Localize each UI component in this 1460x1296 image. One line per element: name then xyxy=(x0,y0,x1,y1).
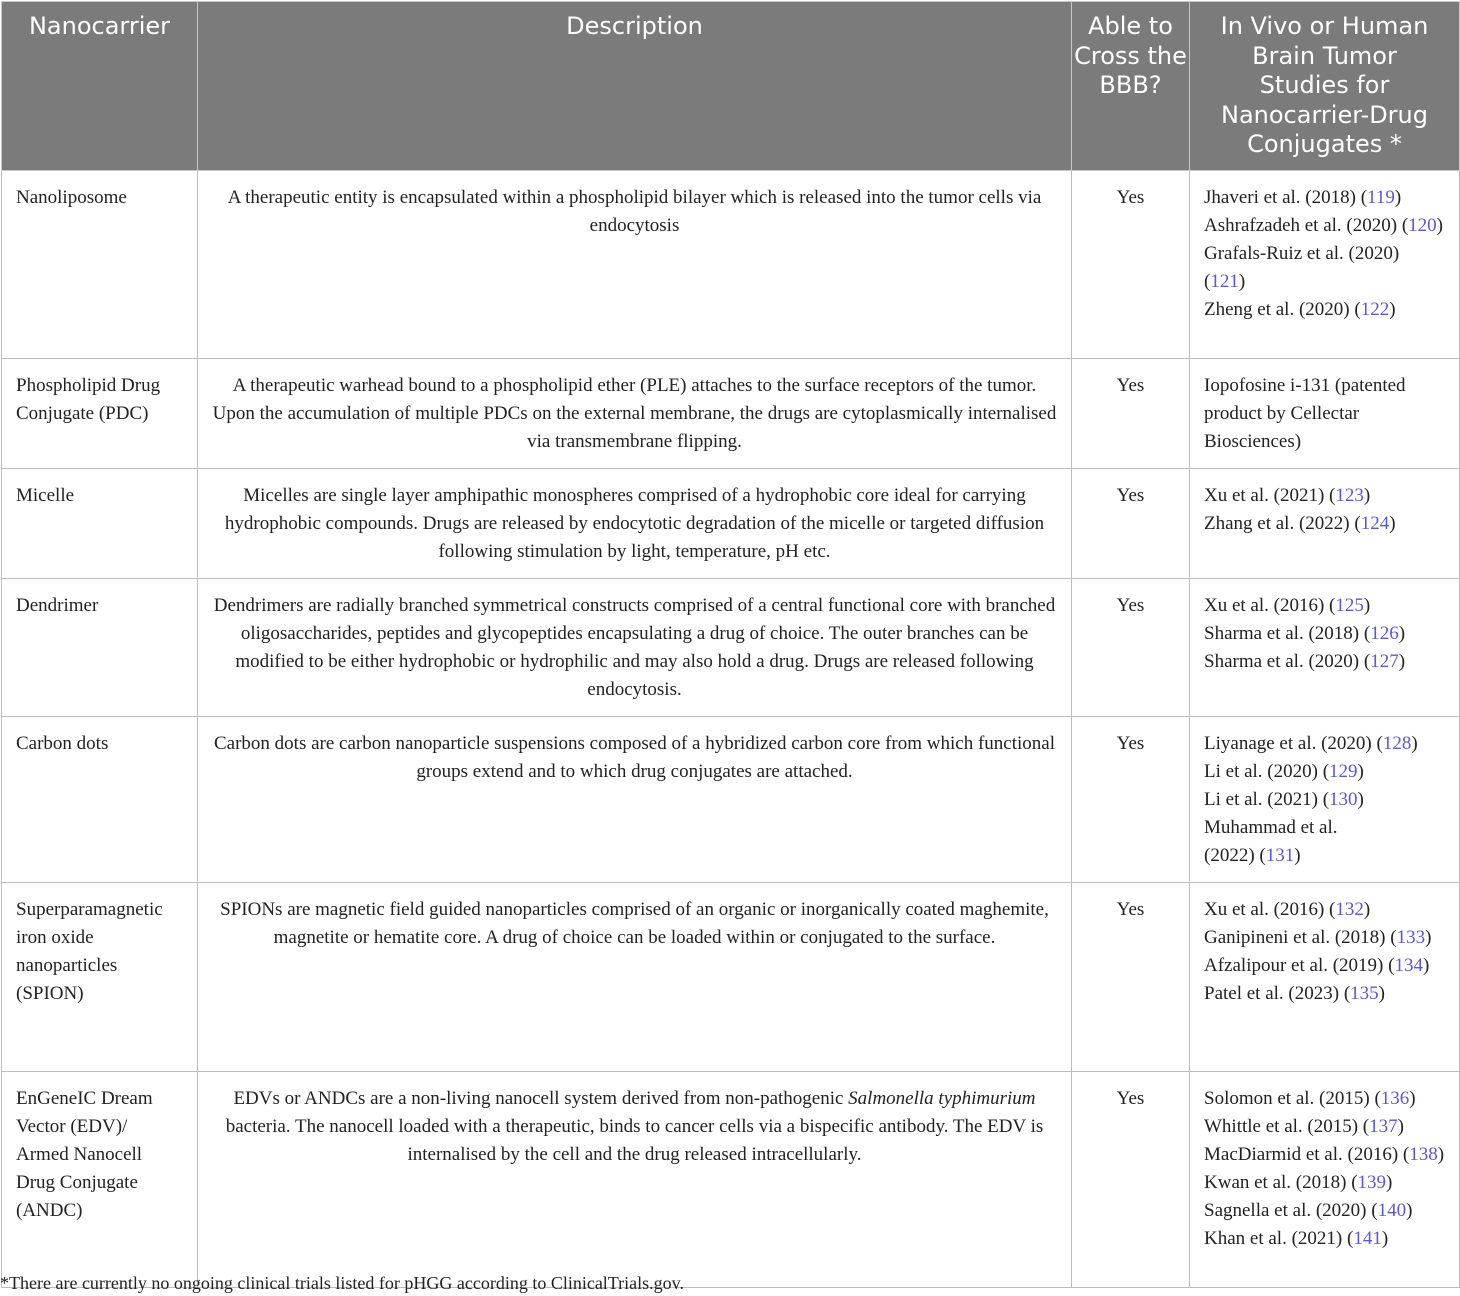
study-ref: Xu et al. (2016) (125) xyxy=(1204,594,1371,616)
study-ref: Grafals-Ruiz et al. (2020) (121) xyxy=(1204,242,1400,292)
ref-link[interactable]: 130 xyxy=(1329,788,1358,810)
cell-description: Carbon dots are carbon nanoparticle suspensions composed of a hybridized carbon core from which functional groups extend and to which drug conjugates are attached. xyxy=(198,716,1072,882)
cell-studies xyxy=(1190,170,1460,358)
header-nanocarrier: Nanocarrier xyxy=(2,2,198,171)
cell-studies: Iopofosine i-131 (patented product by Cellectar Biosciences) xyxy=(1190,358,1460,468)
cell-studies xyxy=(1190,882,1460,1071)
ref-link[interactable]: 140 xyxy=(1377,1199,1407,1221)
cell-studies xyxy=(1190,468,1460,578)
cell-nanocarrier: Carbon dots xyxy=(2,716,198,882)
table-row xyxy=(2,468,1460,578)
table-row xyxy=(2,578,1460,716)
cell-studies xyxy=(1190,1071,1460,1287)
ref-link[interactable]: 123 xyxy=(1335,484,1364,506)
cell-bbb: Yes xyxy=(1072,578,1190,716)
ref-link[interactable]: 121 xyxy=(1210,270,1239,292)
ref-link[interactable]: 141 xyxy=(1353,1227,1382,1249)
cell-nanocarrier: Phospholipid Drug Conjugate (PDC) xyxy=(2,358,198,468)
study-ref: Zheng et al. (2020) (122) xyxy=(1204,298,1396,320)
table-row xyxy=(2,358,1460,468)
cell-bbb: Yes xyxy=(1072,716,1190,882)
study-ref: Jhaveri et al. (2018) (119) xyxy=(1204,186,1402,208)
cell-nanocarrier: Dendrimer xyxy=(2,578,198,716)
header-studies: In Vivo or Human Brain Tumor Studies for Nanocarrier-Drug Conjugates * xyxy=(1190,2,1460,171)
ref-link[interactable]: 128 xyxy=(1382,732,1412,754)
table-row xyxy=(2,716,1460,882)
ref-link[interactable]: 119 xyxy=(1367,186,1395,208)
cell-bbb: Yes xyxy=(1072,358,1190,468)
study-ref: Li et al. (2021) (130) xyxy=(1204,788,1364,810)
study-ref: Solomon et al. (2015) (136) xyxy=(1204,1087,1416,1109)
study-ref: Sharma et al. (2018) (126) xyxy=(1204,622,1406,644)
table-header-row xyxy=(2,2,1460,171)
table-row xyxy=(2,882,1460,1071)
cell-bbb: Yes xyxy=(1072,1071,1190,1287)
study-ref: Whittle et al. (2015) (137) xyxy=(1204,1115,1404,1137)
study-ref: Kwan et al. (2018) (139) xyxy=(1204,1171,1393,1193)
study-ref: Khan et al. (2021) (141) xyxy=(1204,1227,1389,1249)
ref-link[interactable]: 125 xyxy=(1335,594,1364,616)
header-bbb: Able to Cross the BBB? xyxy=(1072,2,1190,171)
study-ref: Zhang et al. (2022) (124) xyxy=(1204,512,1396,534)
study-ref: Patel et al. (2023) (135) xyxy=(1204,982,1385,1004)
study-ref: Ganipineni et al. (2018) (133) xyxy=(1204,926,1432,948)
ref-link[interactable]: 138 xyxy=(1409,1143,1438,1165)
cell-bbb: Yes xyxy=(1072,468,1190,578)
ref-link[interactable]: 126 xyxy=(1370,622,1399,644)
study-ref: Xu et al. (2016) (132) xyxy=(1204,898,1371,920)
table-footnote: *There are currently no ongoing clinical trials listed for pHGG according to ClinicalTrials.gov. xyxy=(0,1273,684,1293)
study-ref: Li et al. (2020) (129) xyxy=(1204,760,1364,782)
cell-description: A therapeutic entity is encapsulated within a phospholipid bilayer which is released into the tumor cells via endocytosis xyxy=(198,170,1072,358)
study-ref: Ashrafzadeh et al. (2020) (120) xyxy=(1204,214,1443,236)
ref-link[interactable]: 120 xyxy=(1408,214,1437,236)
ref-link[interactable]: 137 xyxy=(1369,1115,1398,1137)
ref-link[interactable]: 139 xyxy=(1357,1171,1387,1193)
study-ref: MacDiarmid et al. (2016) (138) xyxy=(1204,1143,1445,1165)
cell-description: SPIONs are magnetic field guided nanoparticles comprised of an organic or inorganically coated maghemite, magnetite or hematite core. A drug of choice can be loaded within or conjugated to the surface. xyxy=(198,882,1072,1071)
study-ref: Afzalipour et al. (2019) (134) xyxy=(1204,954,1430,976)
cell-description: Micelles are single layer amphipathic monospheres comprised of a hydrophobic core ideal for carrying hydrophobic compounds. Drugs are released by endocytotic degradation of the micelle or targeted diffusion following stimulation by light, temperature, pH etc. xyxy=(198,468,1072,578)
cell-description: Dendrimers are radially branched symmetrical constructs comprised of a central functional core with branched oligosaccharides, peptides and glycopeptides encapsulating a drug of choice. The outer branches can be modified to be either hydrophobic or hydrophilic and may also hold a drug. Drugs are released following endocytosis. xyxy=(198,578,1072,716)
study-ref: Muhammad et al. (2022) (131) xyxy=(1204,816,1338,866)
cell-description: EDVs or ANDCs are a non-living nanocell system derived from non-pathogenic Salmonella typhimurium bacteria. The nanocell loaded with a therapeutic, binds to cancer cells via a bispecific antibody. The EDV is internalised by the cell and the drug released intracellularly. xyxy=(198,1071,1072,1287)
cell-studies xyxy=(1190,578,1460,716)
header-description: Description xyxy=(198,2,1072,171)
table-row xyxy=(2,1071,1460,1287)
study-ref: Liyanage et al. (2020) (128) xyxy=(1204,732,1418,754)
ref-link[interactable]: 124 xyxy=(1360,512,1390,534)
table-row xyxy=(2,170,1460,358)
cell-bbb: Yes xyxy=(1072,170,1190,358)
ref-link[interactable]: 132 xyxy=(1335,898,1364,920)
ref-link[interactable]: 127 xyxy=(1370,650,1399,672)
cell-studies xyxy=(1190,716,1460,882)
ref-link[interactable]: 133 xyxy=(1396,926,1426,948)
study-ref: Sharma et al. (2020) (127) xyxy=(1204,650,1406,672)
study-ref: Xu et al. (2021) (123) xyxy=(1204,484,1371,506)
ref-link[interactable]: 131 xyxy=(1265,844,1295,866)
cell-nanocarrier: Nanoliposome xyxy=(2,170,198,358)
ref-link[interactable]: 134 xyxy=(1394,954,1423,976)
ref-link[interactable]: 135 xyxy=(1350,982,1379,1004)
cell-nanocarrier: EnGeneIC Dream Vector (EDV)/ Armed Nanocell Drug Conjugate (ANDC) xyxy=(2,1071,198,1287)
study-ref: Sagnella et al. (2020) (140) xyxy=(1204,1199,1413,1221)
cell-description: A therapeutic warhead bound to a phospholipid ether (PLE) attaches to the surface receptors of the tumor. Upon the accumulation of multiple PDCs on the external membrane, the drugs are cytoplasmically internalised via transmembrane flipping. xyxy=(198,358,1072,468)
cell-nanocarrier: Micelle xyxy=(2,468,198,578)
cell-bbb: Yes xyxy=(1072,882,1190,1071)
ref-link[interactable]: 136 xyxy=(1380,1087,1410,1109)
ref-link[interactable]: 129 xyxy=(1329,760,1358,782)
ref-link[interactable]: 122 xyxy=(1360,298,1390,320)
cell-nanocarrier: Superparamagnetic iron oxide nanoparticles (SPION) xyxy=(2,882,198,1071)
nanocarrier-table xyxy=(1,1,1460,1288)
